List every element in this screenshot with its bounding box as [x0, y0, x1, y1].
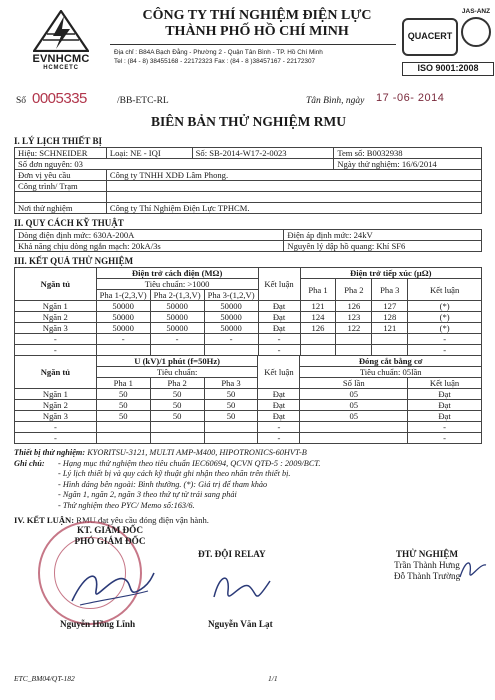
voltage-value: [96, 433, 150, 444]
voltage-value: 50: [96, 400, 150, 411]
contact-value: 126: [300, 323, 336, 334]
place-date-label: Tân Bình, ngày: [306, 96, 365, 106]
insulation-value: 50000: [96, 312, 150, 323]
contact-value: [372, 334, 408, 345]
insulation-value: [204, 345, 258, 356]
list-item: - Hình dáng bên ngoài: Bình thường. (*): Giá trị để tham khảo: [58, 479, 268, 489]
withstand-standard: Tiêu chuẩn:: [96, 367, 258, 378]
page-footer: [14, 674, 482, 683]
contact-line: Tel : (84 - 8) 38455168 - 22172323 Fax : (84 - 8 )38457167 - 22172307: [114, 58, 316, 65]
spacer-cell: [106, 192, 481, 203]
operation-count: 05: [300, 389, 408, 400]
address-line: Địa chỉ : B84A Bạch Đằng - Phường 2 - Quận Tân Bình - TP. Hồ Chí Minh: [114, 49, 323, 56]
relay-signature-icon: [206, 567, 276, 613]
withstand-phase3-header: Pha 3: [204, 378, 258, 389]
remarks-label: Ghi chú:: [14, 458, 45, 468]
conclusion-text: RMU đạt yêu cầu đóng điện vận hành.: [76, 515, 209, 525]
iso-certificate-label: ISO 9001:2008: [402, 62, 494, 76]
project-label: Công trình/ Trạm: [15, 181, 107, 192]
tester-name1: Trần Thành Hưng: [394, 560, 460, 570]
withstand-conclusion: Đạt: [258, 411, 300, 422]
tester-name2: Đỗ Thành Trường: [393, 571, 461, 581]
letterhead: [14, 6, 491, 84]
director-signature-title: [50, 525, 170, 547]
contact-resistance-header: Điện trở tiếp xúc (µΩ): [300, 268, 481, 279]
operation-conclusion: Đạt: [408, 400, 482, 411]
test-date-cell: Ngày thử nghiệm: 16/6/2014: [334, 159, 482, 170]
list-item: - Hạng mục thử nghiệm theo tiêu chuẩn IEC60694, QCVN QTĐ-5 : 2009/BCT.: [58, 458, 321, 468]
withstand-operation-table: [14, 355, 482, 444]
withstand-conclusion: -: [258, 433, 300, 444]
contact-value: 123: [336, 312, 372, 323]
list-item: - Ngăn 1, ngăn 2, ngăn 3 theo thứ tự từ trái sang phải: [58, 490, 237, 499]
col-unit-header: Ngăn tủ: [15, 268, 97, 301]
insulation-value: 50000: [96, 301, 150, 312]
quacert-badge: [402, 18, 458, 56]
tester-title: THỬ NGHIỆM: [395, 549, 459, 559]
operation-count-header: Số lần: [300, 378, 408, 389]
director-title-line2: PHÓ GIÁM ĐỐC: [74, 536, 146, 546]
table-row: [15, 433, 482, 444]
conclusion-label: IV. KẾT LUẬN:: [14, 515, 75, 525]
evn-lightning-logo-icon: [33, 10, 89, 52]
insulation-standard: Tiêu chuẩn: >1000: [96, 279, 258, 290]
contact-value: 126: [336, 301, 372, 312]
insulation-header: Điện trở cách điện (MΩ): [96, 268, 258, 279]
form-code: ETC_BM04/QT-182: [14, 674, 75, 683]
unit-count-cell: Số đơn nguyên: 03: [15, 159, 334, 170]
withstand-header: U (kV)/1 phút (f=50Hz): [96, 356, 258, 367]
unit-cell: Ngăn 3: [15, 323, 97, 334]
contact-value: 121: [300, 301, 336, 312]
contact-value: [336, 334, 372, 345]
voltage-value: 50: [204, 411, 258, 422]
insulation-conclusion: Đạt: [258, 301, 300, 312]
operation-standard: Tiêu chuẩn: 05lần: [300, 367, 482, 378]
withstand-conclusion: Đạt: [258, 400, 300, 411]
rated-voltage-cell: Điện áp định mức: 24kV: [284, 230, 482, 241]
unit-cell: Ngăn 1: [15, 301, 97, 312]
section-heading-specs: II. QUY CÁCH KỸ THUẬT: [14, 218, 124, 228]
stamped-date: 17 -06- 2014: [376, 92, 445, 104]
unit-cell: -: [15, 422, 97, 433]
notes-block: [14, 448, 483, 511]
certification-marks: [398, 8, 494, 80]
stamped-document-number: 0005335: [32, 90, 87, 107]
col-unit-header: Ngăn tủ: [15, 356, 97, 389]
contact-conclusion: -: [408, 334, 482, 345]
withstand-conclusion: -: [258, 422, 300, 433]
company-address: [114, 48, 396, 66]
withstand-conclusion: Đạt: [258, 389, 300, 400]
insulation-value: 50000: [204, 301, 258, 312]
insulation-value: -: [96, 334, 150, 345]
insulation-conclusion-header: Kết luận: [258, 268, 300, 301]
operation-conclusion: -: [408, 422, 482, 433]
contact-conclusion-header: Kết luận: [408, 279, 482, 301]
director-signature-icon: [66, 561, 156, 611]
operation-count: [300, 433, 408, 444]
insulation-value: [150, 345, 204, 356]
specs-table: [14, 229, 482, 252]
contact-value: [336, 345, 372, 356]
company-logo: [16, 10, 106, 78]
insulation-value: -: [204, 334, 258, 345]
jas-anz-seal-icon: [461, 17, 491, 47]
brand-cell: Hiệu: SCHNEIDER: [15, 148, 107, 159]
operation-count: [300, 422, 408, 433]
voltage-value: 50: [150, 400, 204, 411]
company-name: [122, 8, 392, 40]
contact-conclusion: (*): [408, 323, 482, 334]
signature-block: [14, 525, 483, 633]
mechanical-operation-header: Đóng cắt bằng cơ: [300, 356, 482, 367]
page-number: 1/1: [268, 674, 278, 683]
project-value: [106, 181, 481, 192]
voltage-value: 50: [96, 411, 150, 422]
withstand-phase1-header: Pha 1: [96, 378, 150, 389]
number-prefix: Số: [16, 96, 27, 106]
unit-cell: Ngăn 1: [15, 389, 97, 400]
jas-anz-label: JAS-ANZ: [461, 8, 491, 15]
insulation-conclusion: -: [258, 334, 300, 345]
voltage-value: 50: [204, 389, 258, 400]
contact-value: 122: [336, 323, 372, 334]
remarks: [14, 459, 483, 512]
equipment-info-table: [14, 147, 482, 214]
quacert-label: QUACERT: [407, 31, 453, 41]
insulation-value: 50000: [150, 312, 204, 323]
unit-cell: Ngăn 2: [15, 400, 97, 411]
table-row: [15, 411, 482, 422]
logo-subtitle: HCMCETC: [43, 65, 79, 71]
director-title-line1: KT. GIÁM ĐỐC: [77, 525, 143, 535]
relay-team-name: Nguyễn Văn Lạt: [208, 619, 273, 629]
list-item: - Thử nghiệm theo PYC/ Memo số:163/6.: [58, 500, 195, 510]
insulation-value: 50000: [96, 323, 150, 334]
contact-phase3-header: Pha 3: [372, 279, 408, 301]
report-title: BIÊN BẢN THỬ NGHIỆM RMU: [150, 114, 346, 129]
remarks-list: [58, 459, 320, 512]
voltage-value: [150, 433, 204, 444]
number-suffix: /BB-ETC-RL: [117, 96, 169, 106]
relay-team-title: ĐT. ĐỘI RELAY: [198, 549, 266, 559]
contact-conclusion: (*): [408, 312, 482, 323]
stamp-number-cell: Tem số: B0032938: [334, 148, 482, 159]
insulation-value: 50000: [150, 323, 204, 334]
contact-value: 128: [372, 312, 408, 323]
unit-cell: -: [15, 345, 97, 356]
unit-cell: -: [15, 433, 97, 444]
voltage-value: 50: [96, 389, 150, 400]
list-item: - Lý lịch thiết bị và quy cách kỹ thuật ghi nhận theo nhãn trên thiết bị.: [58, 469, 291, 478]
header-divider: [110, 44, 396, 45]
unit-cell: -: [15, 334, 97, 345]
table-row: [15, 334, 482, 345]
contact-conclusion: -: [408, 345, 482, 356]
table-row: [15, 312, 482, 323]
insulation-rows: [15, 301, 482, 356]
arc-principle-cell: Nguyên lý dập hồ quang: Khí SF6: [284, 241, 482, 252]
jas-anz-mark: [458, 8, 494, 56]
section-heading-results: III. KẾT QUẢ THỬ NGHIỆM: [14, 256, 134, 266]
contact-phase2-header: Pha 2: [336, 279, 372, 301]
voltage-value: [150, 422, 204, 433]
operation-count: 05: [300, 411, 408, 422]
test-place-value: Công ty Thí Nghiệm Điện Lực TPHCM.: [106, 203, 481, 214]
contact-value: [300, 345, 336, 356]
operation-count: 05: [300, 400, 408, 411]
spacer-cell: [15, 192, 107, 203]
type-cell: Loại: NE - IQI: [106, 148, 192, 159]
contact-value: 127: [372, 301, 408, 312]
withstand-conclusion-header: Kết luận: [258, 356, 300, 389]
company-name-line1: CÔNG TY THÍ NGHIỆM ĐIỆN LỰC: [142, 8, 372, 23]
operation-conclusion-header: Kết luận: [408, 378, 482, 389]
tester-signature-icon: [456, 555, 490, 585]
operation-conclusion: Đạt: [408, 389, 482, 400]
test-equipment-line: [14, 448, 483, 459]
voltage-value: [204, 422, 258, 433]
table-row: [15, 389, 482, 400]
insulation-value: 50000: [150, 301, 204, 312]
table-row: [15, 301, 482, 312]
insulation-value: -: [150, 334, 204, 345]
document-number-row: [14, 90, 483, 112]
contact-value: [300, 334, 336, 345]
insulation-phase3-header: Pha 3-(1,2,V): [204, 290, 258, 301]
contact-phase1-header: Pha 1: [300, 279, 336, 301]
table-row: [15, 400, 482, 411]
test-equipment-value: KYORITSU-3121, MULTI AMP-M400, HIPOTRONICS-60HVT-B: [87, 448, 307, 457]
voltage-value: [96, 422, 150, 433]
withstand-rows: [15, 389, 482, 444]
director-name: Nguyễn Hồng Lĩnh: [60, 619, 136, 629]
voltage-value: [204, 433, 258, 444]
operation-conclusion: -: [408, 433, 482, 444]
requester-label: Đơn vị yêu cầu: [15, 170, 107, 181]
contact-value: [372, 345, 408, 356]
operation-conclusion: Đạt: [408, 411, 482, 422]
requester-value: Công ty TNHH XDĐ Lâm Phong.: [106, 170, 481, 181]
short-circuit-cell: Khả năng chịu dòng ngắn mạch: 20kA/3s: [15, 241, 284, 252]
insulation-value: 50000: [204, 312, 258, 323]
insulation-value: [96, 345, 150, 356]
insulation-conclusion: Đạt: [258, 312, 300, 323]
insulation-phase2-header: Pha 2-(1,3,V): [150, 290, 204, 301]
company-name-line2: THÀNH PHỐ HỒ CHÍ MINH: [165, 24, 349, 39]
insulation-value: 50000: [204, 323, 258, 334]
logo-name: EVNHCMC: [32, 53, 90, 65]
insulation-conclusion: -: [258, 345, 300, 356]
contact-value: 124: [300, 312, 336, 323]
insulation-phase1-header: Pha 1-(2,3,V): [96, 290, 150, 301]
section-heading-equipment: I. LÝ LỊCH THIẾT BỊ: [14, 136, 102, 146]
insulation-contact-table: [14, 267, 482, 356]
voltage-value: 50: [150, 411, 204, 422]
voltage-value: 50: [204, 400, 258, 411]
voltage-value: 50: [150, 389, 204, 400]
unit-cell: Ngăn 3: [15, 411, 97, 422]
insulation-conclusion: Đạt: [258, 323, 300, 334]
contact-conclusion: (*): [408, 301, 482, 312]
rated-current-cell: Dòng điện định mức: 630A-200A: [15, 230, 284, 241]
test-equipment-label: Thiết bị thử nghiệm:: [14, 448, 86, 457]
unit-cell: Ngăn 2: [15, 312, 97, 323]
contact-value: 121: [372, 323, 408, 334]
table-row: [15, 345, 482, 356]
table-row: [15, 323, 482, 334]
table-row: [15, 422, 482, 433]
withstand-phase2-header: Pha 2: [150, 378, 204, 389]
serial-cell: Số: SB-2014-W17-2-0023: [192, 148, 334, 159]
test-place-label: Nơi thử nghiệm: [15, 203, 107, 214]
